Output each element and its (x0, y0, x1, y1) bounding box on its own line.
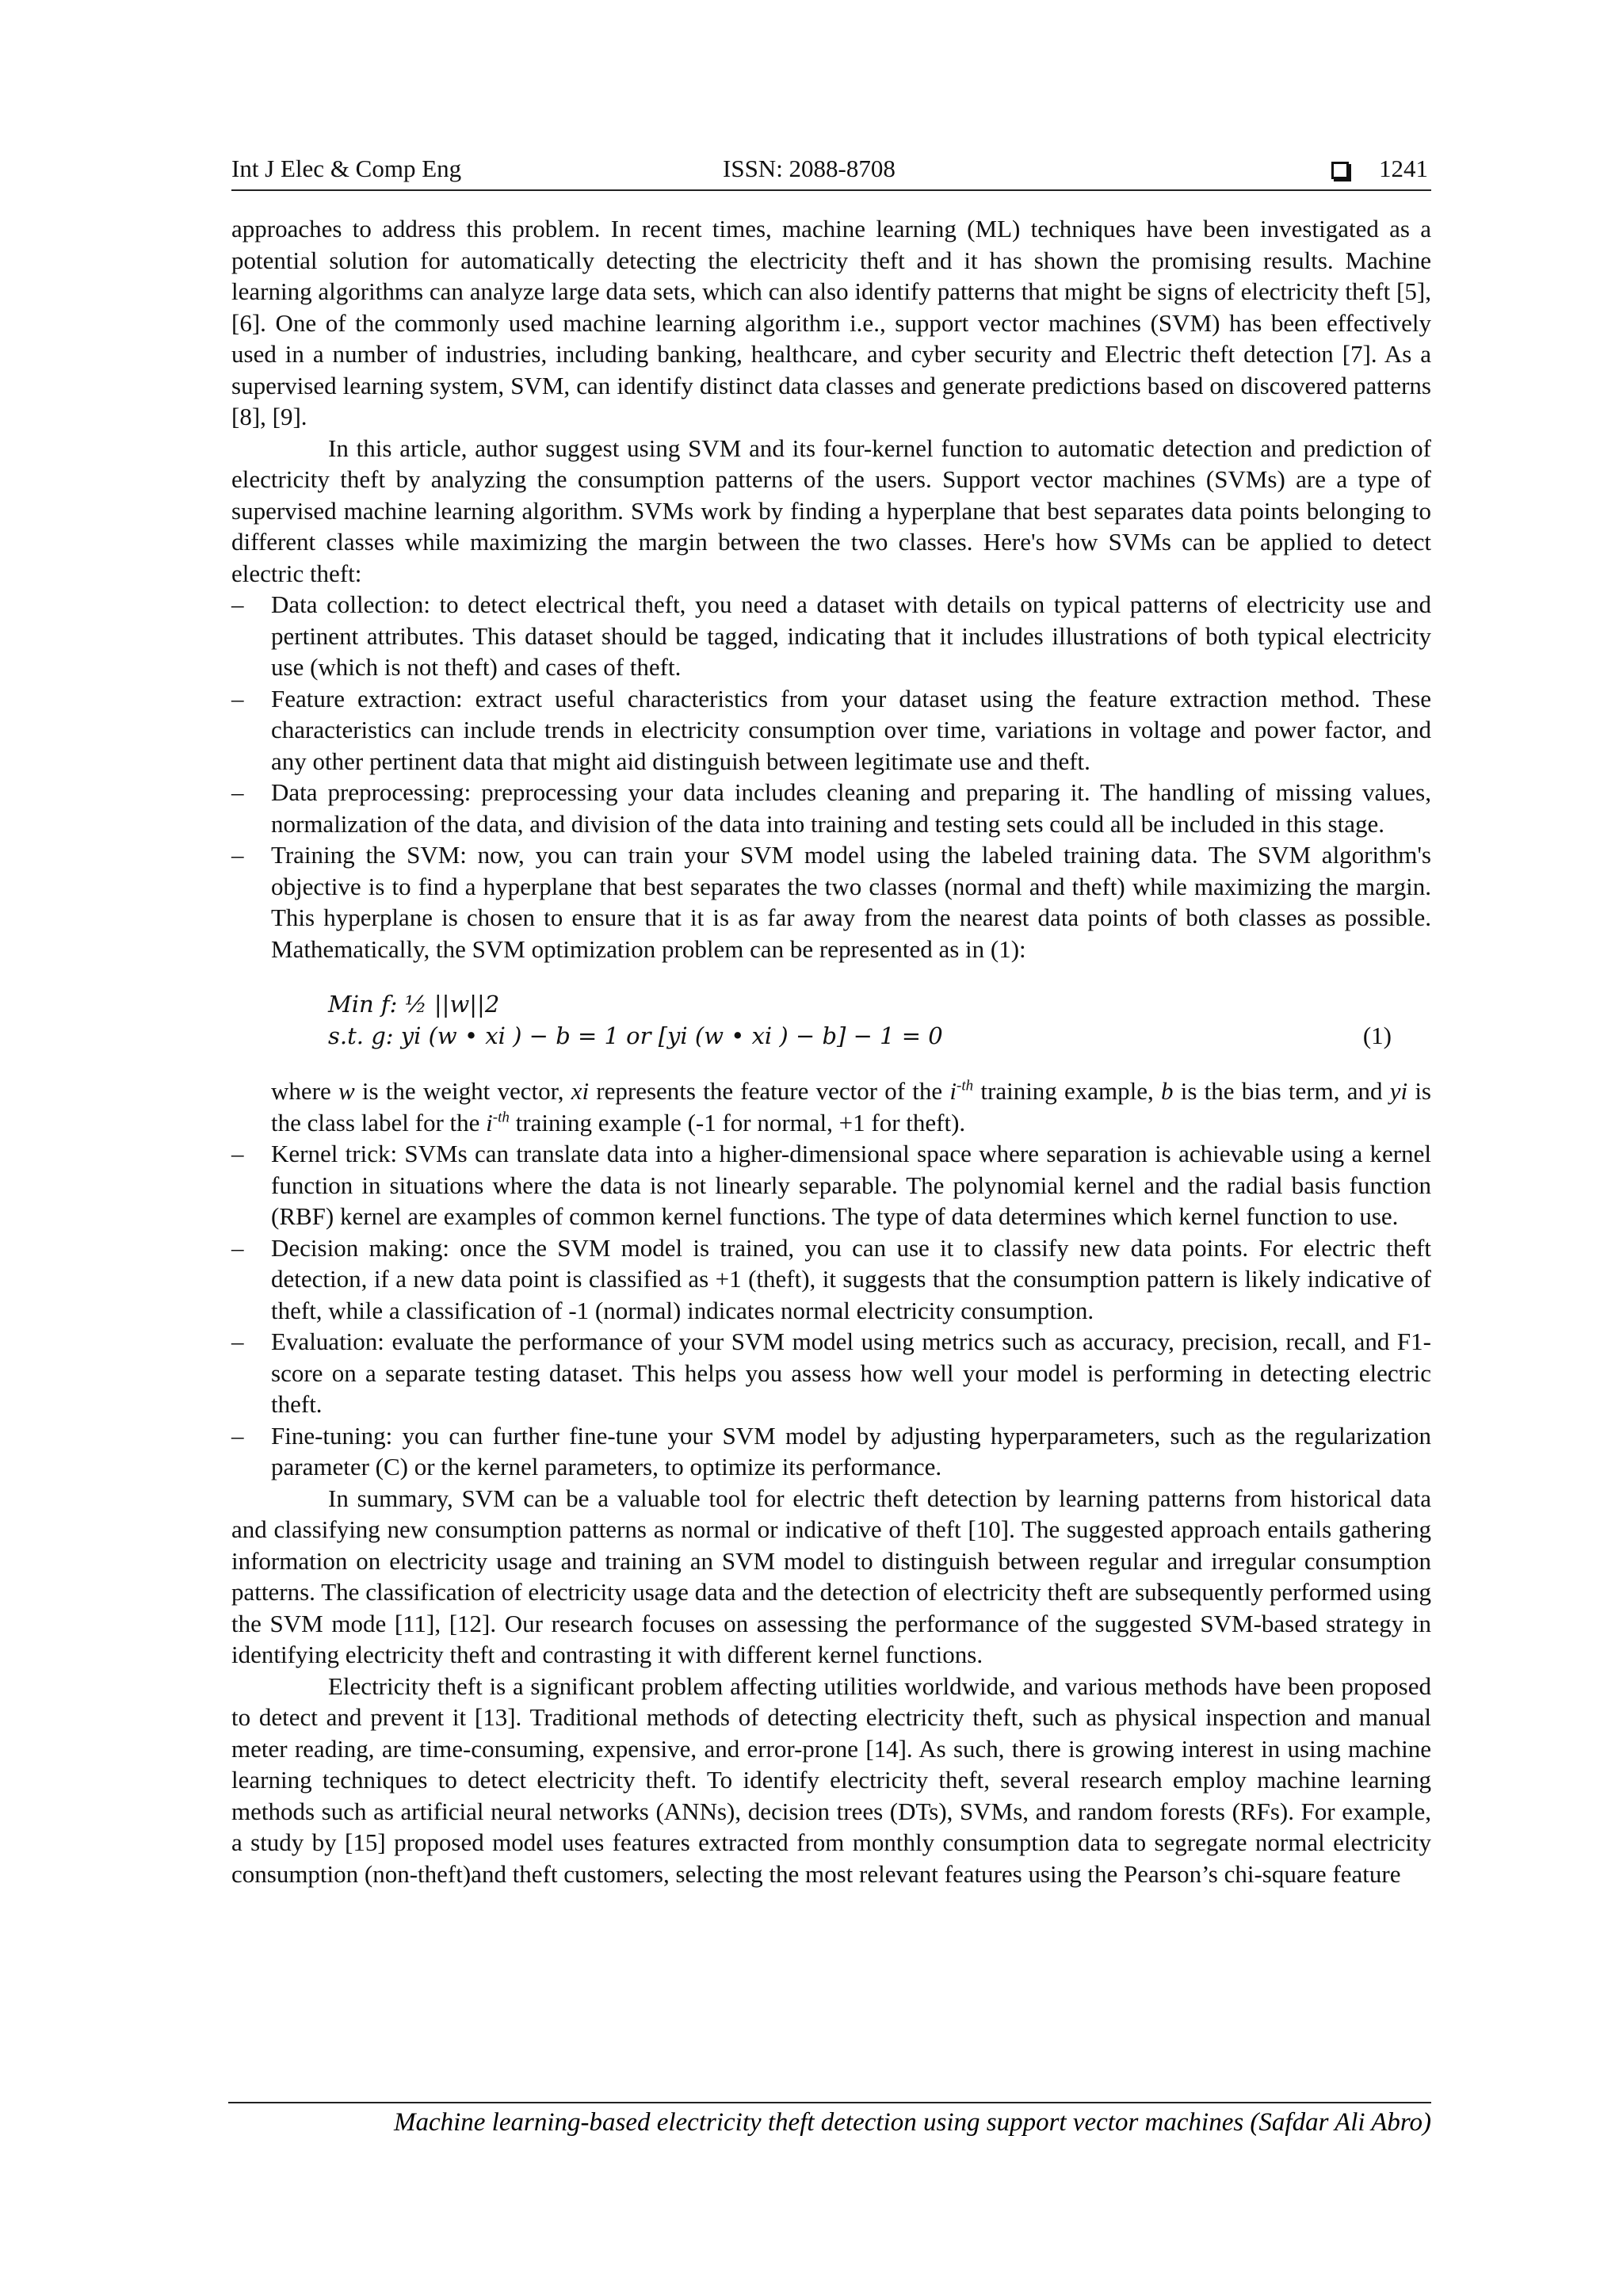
math-var: i (486, 1108, 493, 1137)
steps-list (231, 589, 1431, 965)
paragraph: In this article, author suggest using SVM and its four-kernel function to automatic detection and prediction of electricity theft by analyzing the consumption patterns of the users. Support vector machines (SVMs) are a type of supervised machine learning algorithm. SVMs work by finding a hyperplane that best separates data points belonging to different classes while maximizing the margin between the two classes. Here's how SVMs can be applied to detect electric theft: (231, 434, 1431, 587)
superscript: -th (492, 1109, 510, 1126)
math-var: xi (571, 1077, 590, 1105)
list-item (231, 1138, 1431, 1232)
list-item-text: Training the SVM: now, you can train your SVM model using the labeled training data. The SVM algorithm's objective is to find a hyperplane that best separates the two classes (normal and theft) while maximizing the margin. This hyperplane is chosen to ensure that it is as far away from the nearest data points of both classes as possible. Mathematically, the SVM optimization problem can be represented as in (1): (271, 841, 1431, 963)
math-var: i (949, 1077, 957, 1105)
header-right (1331, 155, 1428, 183)
square-box-icon (1331, 162, 1349, 179)
equation-line: s.t. g: yi (w • xi ) − b = 1 or [yi (w • xi ) − b] − 1 = 0 (328, 1022, 943, 1049)
equation-line: Min f: ½ ||w||2 (328, 991, 500, 1018)
list-item-text: Data collection: to detect electrical theft, you need a dataset with details on typical patterns of electricity use and pertinent attributes. This dataset should be tagged, indicating that it includes illustrations of both typical electricity use (which is not theft) and cases of theft. (271, 590, 1431, 681)
page-footer (228, 2102, 1431, 2137)
superscript: -th (957, 1077, 974, 1095)
page-number: 1241 (1379, 155, 1428, 182)
math-var: yi (1389, 1077, 1408, 1105)
paper-page (231, 155, 1431, 1889)
list-item-text: Feature extraction: extract useful characteristics from your dataset using the feature extraction method. These characteristics can include trends in electricity consumption over time, variations in voltage and power factor, and any other pertinent data that might aid distinguish between legitimate use and theft. (271, 684, 1431, 775)
dash-bullet: – (231, 684, 244, 712)
running-title: Machine learning-based electricity theft detection using support vector machines (Safdar Ali Abro) (393, 2108, 1431, 2137)
text-run: is the class label for the (271, 1077, 1432, 1137)
journal-name: Int J Elec & Comp Eng (231, 155, 462, 182)
body-text (231, 213, 1431, 1889)
text-run: training example (-1 for normal, +1 for theft). (509, 1108, 966, 1137)
text-run: represents the feature vector of the (589, 1077, 950, 1105)
dash-bullet: – (231, 778, 244, 806)
math-var: w (338, 1077, 355, 1105)
list-item (231, 777, 1431, 839)
issn: ISSN: 2088-8708 (723, 155, 896, 182)
equation-1 (231, 988, 1431, 1052)
dash-bullet: – (231, 1140, 244, 1167)
list-item (231, 589, 1431, 683)
text-run: training example, (973, 1077, 1162, 1105)
list-item (231, 1420, 1431, 1483)
list-item-text: Kernel trick: SVMs can translate data into a higher-dimensional space where separation is achievable using a kernel function in situations where the data is not linearly separable. The polynomial kernel and the radial basis function (RBF) kernel are examples of common kernel functions. The type of data determines which kernel function to use. (271, 1140, 1431, 1230)
where-paragraph (231, 1075, 1431, 1138)
dash-bullet: – (231, 1421, 244, 1450)
equation-number: (1) (1362, 1022, 1392, 1049)
list-item-text: Data preprocessing: preprocessing your data includes cleaning and preparing it. The handling of missing values, normalization of the data, and division of the data into training and testing sets could all be included in this stage. (271, 778, 1431, 838)
math-var: b (1161, 1077, 1174, 1105)
list-item-text: Evaluation: evaluate the performance of your SVM model using metrics such as accuracy, precision, recall, and F1-score on a separate testing dataset. This helps you assess how well your model is performing in detecting electric theft. (271, 1328, 1431, 1418)
paragraph: approaches to address this problem. In recent times, machine learning (ML) techniques have been investigated as a potential solution for automatically detecting the electricity theft and it has shown the promising results. Machine learning algorithms can analyze large data sets, which can also identify patterns that might be signs of electricity theft [5], [6]. One of the commonly used machine learning algorithm i.e., support vector machines (SVM) has been effectively used in a number of industries, including banking, healthcare, and cyber security and Electric theft detection [7]. As a supervised learning system, SVM, can identify distinct data classes and generate predictions based on discovered patterns [8], [9]. (231, 215, 1431, 430)
list-item-text: Fine-tuning: you can further fine-tune your SVM model by adjusting hyperparameters, such as the regularization parameter (C) or the kernel parameters, to optimize its performance. (271, 1421, 1431, 1480)
list-item (231, 683, 1431, 777)
paragraph: Electricity theft is a significant problem affecting utilities worldwide, and various methods have been proposed to detect and prevent it [13]. Traditional methods of detecting electricity theft, such as physical inspection and manual meter reading, are time-consuming, expensive, and error-prone [14]. As such, there is growing interest in using machine learning techniques to detect electricity theft. To identify electricity theft, several research employ machine learning methods such as artificial neural networks (ANNs), decision trees (DTs), SVMs, and random forests (RFs). For example, a study by [15] proposed model uses features extracted from monthly consumption data to segregate normal electricity consumption (non-theft)and theft customers, selecting the most relevant features using the Pearson’s chi-square feature (231, 1671, 1431, 1888)
dash-bullet: – (231, 590, 244, 618)
text-run: where (271, 1077, 338, 1105)
dash-bullet: – (231, 1233, 244, 1262)
list-item (231, 1232, 1431, 1327)
text-run: is the bias term, and (1173, 1077, 1390, 1105)
dash-bullet: – (231, 841, 244, 869)
list-item (231, 839, 1431, 965)
list-item (231, 1326, 1431, 1420)
list-item-text: Decision making: once the SVM model is trained, you can use it to classify new data points. For electric theft detection, if a new data point is classified as +1 (theft), it suggests that the consumption pattern is likely indicative of theft, while a classification of -1 (normal) indicates normal electricity consumption. (271, 1233, 1431, 1324)
text-run: is the weight vector, (354, 1077, 571, 1105)
paragraph: In summary, SVM can be a valuable tool for electric theft detection by learning patterns from historical data and classifying new consumption patterns as normal or indicative of theft [10]. The suggested approach entails gathering information on electricity usage and training an SVM model to distinguish between regular and irregular consumption patterns. The classification of electricity usage data and the detection of electricity theft are subsequently performed using the SVM mode [11], [12]. Our research focuses on assessing the performance of the suggested SVM-based strategy in identifying electricity theft and contrasting it with different kernel functions. (231, 1484, 1431, 1668)
page-header (231, 155, 1431, 191)
steps-list-continued (231, 1138, 1431, 1483)
dash-bullet: – (231, 1328, 244, 1355)
